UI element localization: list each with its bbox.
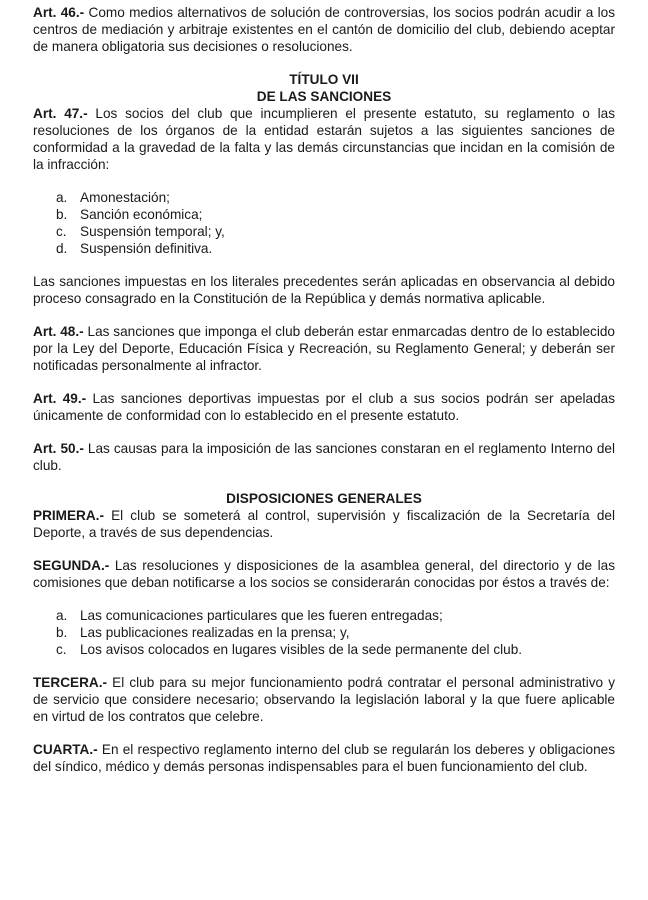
provision-first-label: PRIMERA.- xyxy=(33,508,104,523)
article-46-label: Art. 46.- xyxy=(33,5,85,20)
list-item-text: Suspensión temporal; y, xyxy=(80,224,225,239)
list-item-text: Sanción económica; xyxy=(80,207,203,222)
provision-fourth-text: En el respectivo reglamento interno del club se regularán los deberes y obligaciones del síndico, médico y demás personas indispensables para el buen funcionamiento del club. xyxy=(33,742,615,774)
article-48 xyxy=(33,323,615,374)
article-48-label: Art. 48.- xyxy=(33,324,84,339)
list-marker: b. xyxy=(56,207,68,222)
list-item-text: Los avisos colocados en lugares visibles de la sede permanente del club. xyxy=(80,642,523,657)
list-marker: a. xyxy=(56,190,68,205)
article-49-text: Las sanciones deportivas impuestas por el club a sus socios podrán ser apeladas únicamente de conformidad con lo establecido en el presente estatuto. xyxy=(33,391,615,423)
provision-third-label: TERCERA.- xyxy=(33,675,108,690)
title-heading: TÍTULO VII xyxy=(289,72,359,87)
list-marker: c. xyxy=(56,224,67,239)
list-item xyxy=(56,189,615,206)
list-marker: c. xyxy=(56,642,67,657)
list-item xyxy=(56,206,615,223)
sanctions-list xyxy=(33,189,615,257)
article-47-label: Art. 47.- xyxy=(33,106,88,121)
provision-second-label: SEGUNDA.- xyxy=(33,558,110,573)
article-49 xyxy=(33,390,615,424)
article-50-label: Art. 50.- xyxy=(33,441,84,456)
provision-first-text: El club se someterá al control, supervisión y fiscalización de la Secretaría del Deporte, a través de sus dependencias. xyxy=(33,508,615,540)
article-47 xyxy=(33,105,615,173)
list-marker: b. xyxy=(56,625,68,640)
notification-list xyxy=(33,607,615,658)
article-46-text: Como medios alternativos de solución de controversias, los socios podrán acudir a los centros de mediación y arbitraje existentes en el cantón de domicilio del club, debiendo aceptar de manera obligatoria sus decisiones o resoluciones. xyxy=(33,5,615,54)
article-49-label: Art. 49.- xyxy=(33,391,87,406)
list-item xyxy=(56,624,615,641)
article-50 xyxy=(33,440,615,474)
list-item xyxy=(56,641,615,658)
provision-fourth xyxy=(33,741,615,775)
provision-third-text: El club para su mejor funcionamiento podrá contratar el personal administrativo y de servicio que considere necesario; observando la legislación laboral y la que fuere aplicable en virtud de los contratos que celebre. xyxy=(33,675,615,724)
list-item-text: Las comunicaciones particulares que les fueren entregadas; xyxy=(80,608,443,623)
list-item-text: Amonestación; xyxy=(80,190,170,205)
provision-second xyxy=(33,557,615,591)
article-47-closing: Las sanciones impuestas en los literales precedentes serán aplicadas en observancia al debido proceso consagrado en la Constitución de la República y demás normativa aplicable. xyxy=(33,274,615,306)
article-46 xyxy=(33,4,615,55)
provision-fourth-label: CUARTA.- xyxy=(33,742,98,757)
article-50-text: Las causas para la imposición de las sanciones constaran en el reglamento Interno del club. xyxy=(33,441,615,473)
article-48-text: Las sanciones que imponga el club deberán estar enmarcadas dentro de lo establecido por la Ley del Deporte, Educación Física y Recreación, su Reglamento General; y deberán ser notificadas personalmente al infractor. xyxy=(33,324,615,373)
list-item xyxy=(56,223,615,240)
general-provisions-heading: DISPOSICIONES GENERALES xyxy=(226,491,422,506)
provision-first xyxy=(33,507,615,541)
list-item-text: Suspensión definitiva. xyxy=(80,241,213,256)
list-item xyxy=(56,240,615,257)
provision-third xyxy=(33,674,615,725)
list-item xyxy=(56,607,615,624)
title-subheading: DE LAS SANCIONES xyxy=(256,89,392,104)
list-marker: a. xyxy=(56,608,68,623)
article-47-text: Los socios del club que incumplieren el presente estatuto, su reglamento o las resoluciones de los órganos de la entidad estarán sujetos a las siguientes sanciones de conformidad a la gravedad de la falta y las demás circunstancias que incidan en la comisión de la infracción: xyxy=(33,106,615,172)
list-marker: d. xyxy=(56,241,68,256)
list-item-text: Las publicaciones realizadas en la prensa; y, xyxy=(80,625,350,640)
provision-second-text: Las resoluciones y disposiciones de la asamblea general, del directorio y de las comisiones que deban notificarse a los socios se considerarán conocidas por éstos a través de: xyxy=(33,558,615,590)
